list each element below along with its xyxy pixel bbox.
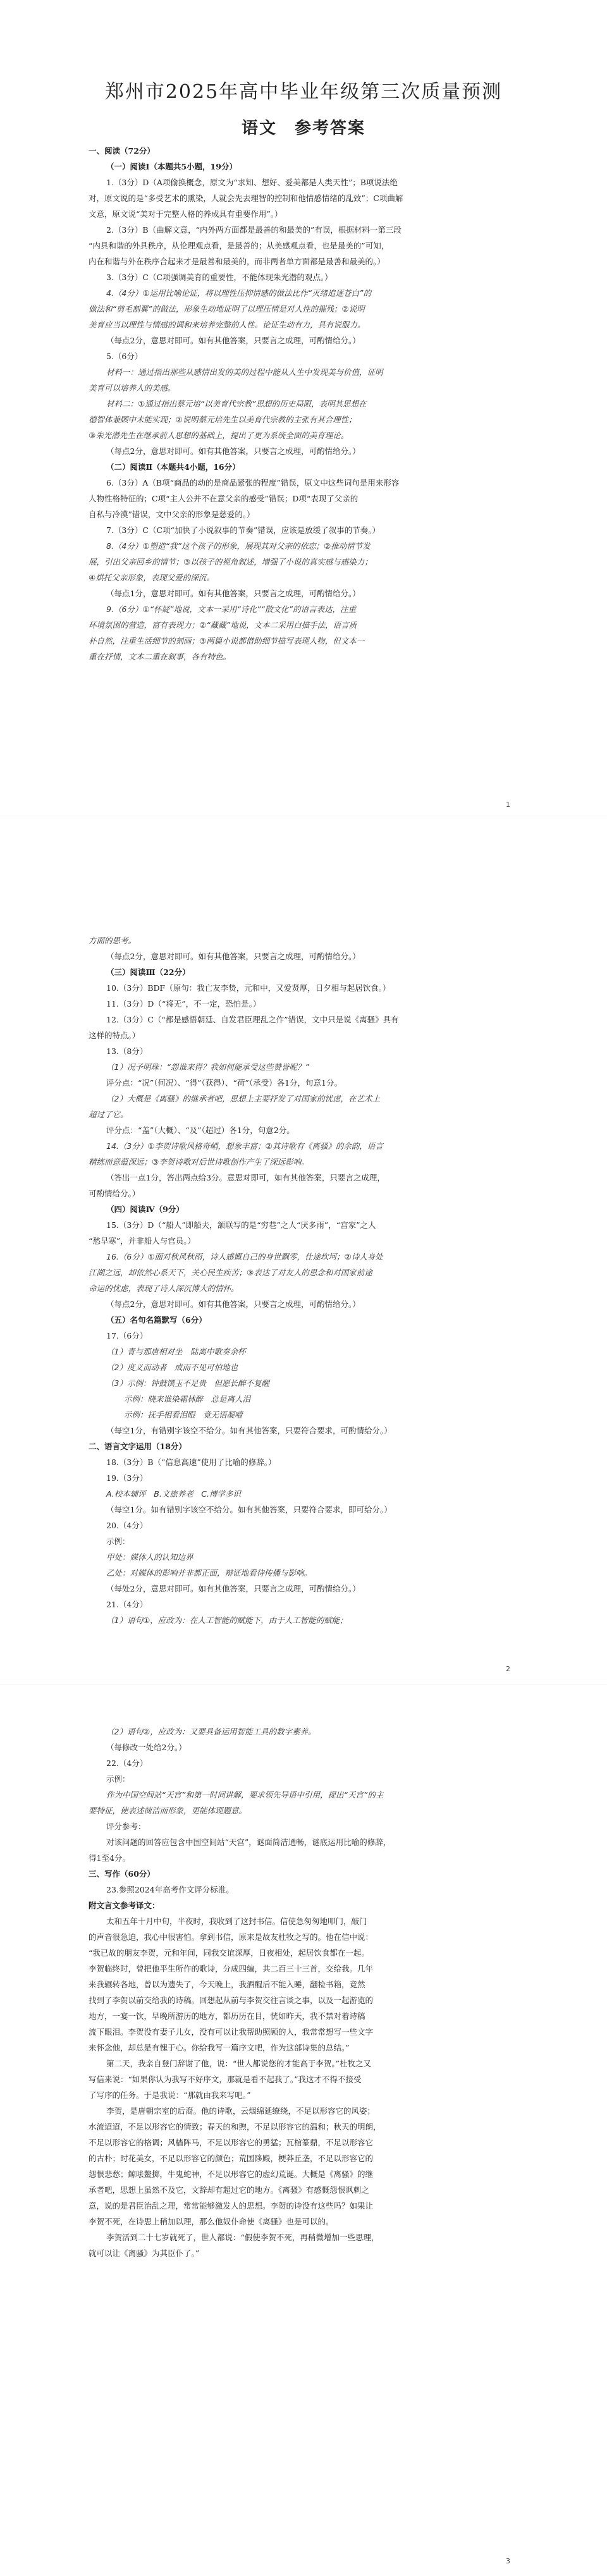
text-line: 材料二：①通过指出蔡元培“以美育代宗教”思想的历史局限，表明其思想在 bbox=[106, 399, 367, 408]
text-line: 来我辗转各地，曾以为遗失了，今天晚上，我酒醒后不能入睡，翻检书箱，竟然 bbox=[89, 1980, 365, 1989]
text-line: 的古朴；时花美女，不足以形容它的颜色；荒国陊殿，梗莽丘垄，不足以形容它的 bbox=[89, 2154, 374, 2163]
text-line: （2）大概是《离骚》的继承者吧，思想上主要抒发了对国家的忧虑，在艺术上 bbox=[106, 1094, 380, 1103]
text-line: （1）语句①，应改为：在人工智能的赋能下，由于人工智能的赋能； bbox=[106, 1616, 348, 1625]
text-line: 找到了李贺以前交给我的诗稿。回想起从前与李贺交往言谈之事，以及一起游览的 bbox=[89, 1996, 374, 2005]
text-line: 示例：抚手相看泪眼 竟无语凝噎 bbox=[124, 1410, 243, 1420]
text-line: 乙处：对媒体的影响并非都正面，辩证地看待传播与影响。 bbox=[106, 1568, 312, 1578]
text-line: 水流迢迢，不足以形容它的情致；春天的和煦，不足以形容它的温和；秋天的明朗， bbox=[89, 2122, 381, 2131]
text-line: 材料一：通过指出那些从感情出发的美的过程中能从人生中发现美与价值，证明 bbox=[106, 367, 383, 377]
text-line: ④烘托父亲形象，表现父爱的深沉。 bbox=[89, 573, 214, 582]
text-line: （3）示例：钟鼓馔玉不足贵 但愿长醉不复醒 bbox=[106, 1378, 269, 1388]
text-line: 怨恨悲愁；鲸呿鳌掷，牛鬼蛇神，不足以形容它的虚幻荒诞。大概是《离骚》的继 bbox=[89, 2169, 374, 2179]
text-line: 5.（6分） bbox=[106, 352, 143, 361]
text-line: （答出一点1分，答出两点给3分。意思对即可，如有其他答案，只要言之成理， bbox=[106, 1173, 385, 1182]
text-line: （每点2分，意思对即可。如有其他答案，只要言之成理，可酌情给分。） bbox=[106, 1299, 360, 1309]
document-subtitle: 语文 参考答案 bbox=[241, 119, 365, 138]
text-line: 内在和谐与外在秩序合起来才是最善和最美的，而非两者单方面都是最善和最美的。） bbox=[89, 257, 385, 266]
text-line: 德智体兼顾中未能实现；②说明蔡元培先生以美育代宗教的主张有其合理性； bbox=[89, 415, 357, 424]
text-line: 就可以让《离骚》为其臣仆了。” bbox=[89, 2248, 200, 2258]
text-line: 美育应当以理性与情感的调和来培养完整的人性。论证生动有力，具有说服力。 bbox=[89, 320, 365, 329]
text-line: 精练而意蕴深远；③李贺诗歌对后世诗歌创作产生了深远影响。 bbox=[89, 1157, 309, 1167]
text-line: （每点2分，意思对即可。如有其他答案，只要言之成理，可酌情给分。） bbox=[106, 446, 360, 456]
text-line: 4.（4分）①运用比喻论证，将以理性压抑情感的做法比作“灭绪追逐苍白”的 bbox=[106, 288, 372, 298]
text-line: 20.（4分） bbox=[106, 1521, 148, 1530]
page-3 bbox=[0, 1684, 607, 2576]
text-line: 命运的忧虑，表现了诗人深沉博大的情怀。 bbox=[89, 1284, 239, 1293]
text-line: 可酌情给分。） bbox=[89, 1189, 140, 1198]
page-1 bbox=[0, 0, 607, 816]
text-line: 文意，原文说“美对于完整人格的养成具有重要作用”。） bbox=[89, 209, 283, 219]
text-line: （三）阅读Ⅲ（22分） bbox=[106, 967, 190, 977]
page-3-body bbox=[89, 1724, 518, 2261]
text-line: 第二天，我亲自登门辞谢了他，说：“世人都说您的才能高于李贺。”杜牧之又 bbox=[106, 2059, 372, 2068]
text-line: 18.（3分）B（“信息高速”使用了比喻的修辞。） bbox=[106, 1457, 276, 1467]
text-line: 写信来说：“如果你认为我写不好序文，那就是看不起我了。”我这才不得不接受 bbox=[89, 2075, 362, 2084]
text-line: 地方，一宴一饮，早晚所游历的地方，都历历在目，恍如昨天，我不禁对着诗稿 bbox=[89, 2011, 365, 2021]
text-line: 承者吧，思想上虽然不及它，文辞却有超过它的地方。《离骚》有感慨怨恨讽刺之 bbox=[89, 2185, 369, 2195]
text-line: 12.（3分）C（“都是感悟朝廷、自发君臣理乱之作”错误，文中只是说《离骚》具有 bbox=[106, 1015, 399, 1024]
text-line: “内具和谐的外具秩序，从伦理观点看，是最善的；从美感观点看，也是最美的”可知， bbox=[89, 241, 389, 250]
page-2-body bbox=[89, 933, 518, 1628]
text-line: 15.（3分）D（“船人”即船夫，颔联写的是“穷巷”之人“厌多雨”，“宫家”之人 bbox=[106, 1220, 376, 1230]
text-line: （每处2分，意思对即可。如有其他答案，只要言之成理，可酌情给分。） bbox=[106, 1584, 360, 1593]
text-line: 李贺不死，在诗思上稍加以理，那么他奴仆命使《离骚》也是可以的。 bbox=[89, 2217, 334, 2226]
text-line: 的声音很急迫，我心中很害怕。拿到书信，原来是故友杜牧之写的。他在信中说： bbox=[89, 1932, 374, 1942]
text-line: 3.（3分）C（C项强调美育的重要性，不能体现朱光潜的观点。） bbox=[106, 273, 333, 282]
text-line: 附文言文参考译文： bbox=[89, 1901, 160, 1910]
text-line: 李贺，是唐朝宗室的后裔。他的诗歌，云烟绵延缭绕，不足以形容它的风姿； bbox=[106, 2106, 376, 2116]
text-line: 对，原文说的是“多受艺术的熏染，人就会先去理智的控制和他情感情绪的乱致”；C项曲解 bbox=[89, 193, 403, 203]
text-line: 示例： bbox=[106, 1536, 130, 1546]
text-line: “我已故的朋友李贺，元和年间，同我交谊深厚，日夜相处，起居饮食都在一起。 bbox=[89, 1948, 369, 1958]
text-line: （一）阅读Ⅰ（本题共5小题，19分） bbox=[106, 162, 237, 171]
text-line: 江湖之远，却依然心系天下，关心民生疾苦；③表达了对友人的思念和对国家前途 bbox=[89, 1268, 372, 1277]
text-line: 超过了它。 bbox=[89, 1110, 128, 1119]
text-line: 了写序的任务。于是我说：“那就由我来写吧。” bbox=[89, 2090, 251, 2100]
text-line: 16.（6分）①面对秋风秋雨，诗人感慨自己的身世飘零，仕途坎坷；②诗人身处 bbox=[106, 1252, 383, 1261]
text-line: （四）阅读Ⅳ（9分） bbox=[106, 1205, 184, 1214]
text-line: 14.（3分）①李贺诗歌风格奇峭，想象丰富；②其诗歌有《离骚》的余韵，语言 bbox=[106, 1141, 383, 1151]
text-line: 21.（4分） bbox=[106, 1600, 148, 1609]
page-number: 2 bbox=[506, 1665, 510, 1673]
text-line: 李贺活到二十七岁就死了，世人都说：“假使李贺不死，再稍微增加一些思理， bbox=[106, 2233, 379, 2242]
text-line: 评分参考： bbox=[106, 1822, 146, 1831]
text-line: 13.（8分） bbox=[106, 1046, 148, 1056]
text-line: （1）青与那唐相对坐 陆离中歌奏余杯 bbox=[106, 1347, 246, 1356]
text-line: 评分点：“况”（何况）、“得”（获得）、“荷”（承受）各1分，句意1分。 bbox=[106, 1078, 342, 1088]
text-line: 8.（4分）①塑造“我”这个孩子的形象，展现其对父亲的依恋；②推动情节发 bbox=[106, 541, 371, 551]
page-2 bbox=[0, 816, 607, 1684]
text-line: 意，说的是君臣治乱之理，常常能够激发人的思想。李贺的诗没有这些吗？如果让 bbox=[89, 2201, 374, 2211]
text-line: 流下眼泪。李贺没有妻子儿女，没有可以让我帮助照顾的人，我常常想写一些文字 bbox=[89, 2027, 374, 2037]
text-line: 示例：晓来谁染霜林醉 总是离人泪 bbox=[124, 1394, 251, 1404]
text-line: 评分点：“盖”（大概）、“及”（超过）各1分，句意2分。 bbox=[106, 1125, 295, 1135]
text-line: 一、阅读（72分） bbox=[89, 146, 155, 156]
text-line: 19.（3分） bbox=[106, 1473, 148, 1483]
page-number: 1 bbox=[506, 800, 510, 809]
text-line: （每空1分，有错别字该空不给分。如有其他答案，只要符合要求，可酌情给分。） bbox=[106, 1426, 392, 1435]
document-title: 郑州市2025年高中毕业年级第三次质量预测 bbox=[104, 81, 503, 103]
text-line: （2）度义而动者 成而不见可怕地也 bbox=[106, 1363, 238, 1372]
text-line: （二）阅读Ⅱ（本题共4小题，16分） bbox=[106, 462, 240, 472]
text-line: （五）名句名篇默写（6分） bbox=[106, 1315, 207, 1325]
text-line: 展，引出父亲回乡的情节；③以孩子的视角叙述，增强了小说的真实感与感染力； bbox=[89, 557, 372, 567]
text-line: 重在抒情，文本二重在叙事，各有特色。 bbox=[89, 652, 231, 661]
text-line: 要特征，使表述简洁而形象，更能体现题意。 bbox=[89, 1806, 247, 1815]
text-line: 三、写作（60分） bbox=[89, 1869, 155, 1879]
text-line: 9.（6分）①“怀疑”地说，文本一采用“诗化”“散文化”的语言表达，注重 bbox=[106, 604, 356, 614]
text-line: 11.（3分）D（“将无”，不一定，恐怕是。） bbox=[106, 999, 261, 1009]
page-1-body bbox=[89, 143, 518, 665]
text-line: 方面的思考。 bbox=[89, 936, 137, 945]
text-line: （每点2分，意思对即可。如有其他答案，只要言之成理，可酌情给分。） bbox=[106, 336, 360, 345]
text-line: （1）况予明珠：“怨谁来得？我如何能承受这些赞誉呢？” bbox=[106, 1062, 309, 1072]
text-line: （2）语句②，应改为：又要具备运用智能工具的数字素养。 bbox=[106, 1727, 316, 1736]
text-line: 示例： bbox=[106, 1774, 130, 1784]
text-line: 1.（3分）D（A项偷换概念，原文为“求知、想好、爱美都是人类天性”；B项说法绝 bbox=[106, 178, 398, 187]
text-line: （每修改一处给2分。） bbox=[106, 1743, 187, 1752]
text-line: （每点1分，意思对即可。如有其他答案，只要言之成理，可酌情给分。） bbox=[106, 589, 360, 598]
text-line: 美育可以培养人的美感。 bbox=[89, 383, 176, 393]
text-line: 这样的特点。） bbox=[89, 1031, 140, 1040]
text-line: 来怀念他，却总是有愧于心。你给我写一篇序文吧，作为这部诗集的总结。” bbox=[89, 2043, 350, 2052]
text-line: 李贺临终时，曾把他平生所作的歌诗，分成四编，共二百三十三首，交给我。几年 bbox=[89, 1964, 374, 1973]
text-line: 太和五年十月中旬，半夜时，我收到了这封书信。信使急匆匆地叩门，敲门 bbox=[106, 1917, 367, 1926]
text-line: 10.（3分）BDF（原句：我亡友李贽，元和中，又爱贤厚，日夕相与起居饮食。） bbox=[106, 983, 391, 993]
text-line: 作为中国空间站“天宫”和第一时间讲解，要求领先导语中引用，提出“天宫”的主 bbox=[106, 1790, 384, 1800]
text-line: 得1至4分。 bbox=[89, 1853, 130, 1863]
text-line: 17.（6分） bbox=[106, 1331, 148, 1340]
text-line: 对该问题的回答应包含中国空间站“天宫”，谜面简洁通畅，谜底运用比喻的修辞， bbox=[106, 1837, 391, 1847]
text-line: 23.参照2024年高考作文评分标准。 bbox=[106, 1885, 234, 1894]
text-line: 22.（4分） bbox=[106, 1758, 148, 1768]
text-line: 甲处：媒体人的认知边界 bbox=[106, 1552, 193, 1562]
text-line: 二、语言文字运用（18分） bbox=[89, 1442, 187, 1451]
text-line: 自私与冷漠”错误，文中父亲的形象是慈爱的。） bbox=[89, 510, 255, 519]
text-line: A.校本辅评 B.文旅养老 C.博学多识 bbox=[106, 1489, 242, 1499]
text-line: 朴自然，注重生活细节的刻画；③两篇小说都借助细节描写表现人物，但文本一 bbox=[89, 636, 365, 646]
text-line: 2.（3分）B（曲解文意，“内外两方面都是最善的和最美的”有误，根据材料一第三段 bbox=[106, 225, 402, 235]
text-line: （每点2分，意思对即可。如有其他答案，只要言之成理，可酌情给分。） bbox=[106, 952, 360, 961]
text-line: “愁早寒”，并非船人与官员。） bbox=[89, 1236, 196, 1246]
text-line: 6.（3分）A（B项“商品的动的是商品紧张的程度”错误，原文中这些词句是用来形容 bbox=[106, 478, 400, 488]
page-number: 3 bbox=[506, 2557, 510, 2565]
text-line: 做法和“剪毛割翼”的做法，形象生动地证明了以理压情是对人性的摧残；②说明 bbox=[89, 304, 365, 314]
text-line: 人物性格特征的；C项“主人公并不在意父亲的感受”错误；D项“表现了父亲的 bbox=[89, 494, 359, 503]
text-line: （每空1分。如有错别字该空不给分。如有其他答案，只要符合要求，即可给分。） bbox=[106, 1505, 392, 1514]
text-line: ③朱光潜先生在继承前人思想的基础上，提出了更为系统全面的美育理论。 bbox=[89, 431, 349, 440]
text-line: 7.（3分）C（C项“加快了小说叙事的节奏”错误，应该是放缓了叙事的节奏。） bbox=[106, 525, 381, 535]
text-line: 环境氛围的营造，富有表现力；②“藏藏”地说，文本二采用白描手法，语言质 bbox=[89, 620, 357, 630]
text-line: 不足以形容它的格调；风樯阵马，不足以形容它的勇猛；瓦棺篆鼎，不足以形容它 bbox=[89, 2138, 374, 2147]
